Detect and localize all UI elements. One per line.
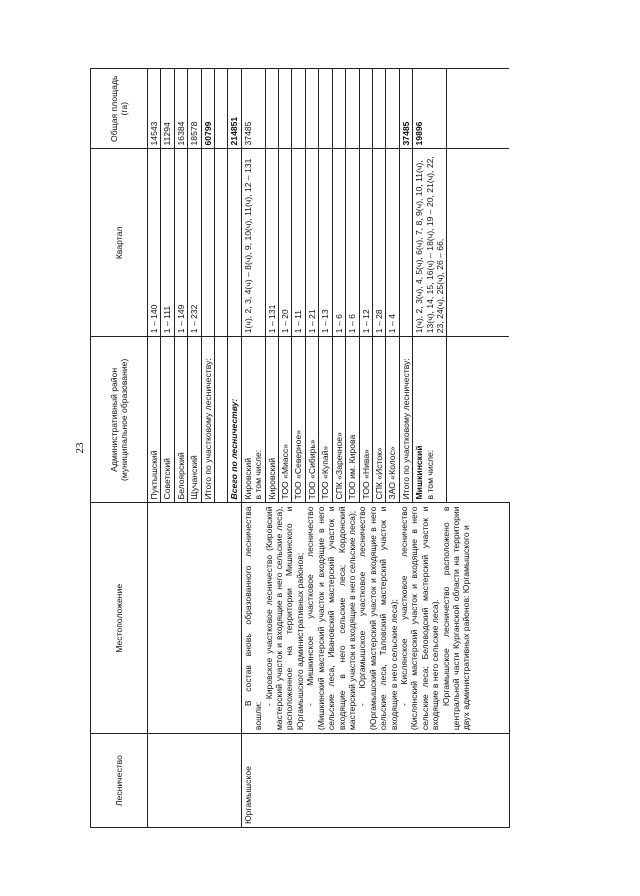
- header-area: Общая площадь (га): [91, 69, 148, 149]
- area-cell: 19896: [413, 69, 447, 149]
- quarter-cell: 1 – 21: [305, 149, 318, 337]
- subtotal-area: 60799: [201, 69, 214, 149]
- spacer-cell: [447, 337, 510, 503]
- district-cell: ЗАО «Колос»: [386, 337, 399, 503]
- district-cell: [413, 337, 447, 503]
- quarter-cell: 1 – 20: [279, 149, 292, 337]
- area-cell: [292, 69, 305, 149]
- area-cell: [332, 69, 345, 149]
- location-description: [241, 503, 509, 734]
- district-cell: ТОО «Сибирь»: [305, 337, 318, 503]
- area-cell: 18578: [188, 69, 201, 149]
- quarter-cell: 1 – 131: [265, 149, 278, 337]
- spacer-cell: [215, 149, 228, 337]
- district-note: в том числе:: [253, 449, 264, 500]
- quarter-cell: [399, 149, 412, 337]
- area-cell: [279, 69, 292, 149]
- area-cell: [346, 69, 359, 149]
- district-cell: ТОО «Купай»: [319, 337, 332, 503]
- subtotal-label: Итого по участковому лесничеству:: [399, 337, 412, 503]
- area-cell: [359, 69, 372, 149]
- quarter-cell: 1 – 13: [319, 149, 332, 337]
- district-cell: Белоярский: [174, 337, 187, 503]
- area-cell: 14543: [148, 69, 161, 149]
- location-cell-empty: [148, 503, 242, 734]
- quarter-cell: 1 – 11: [292, 149, 305, 337]
- quarter-cell: 1 – 232: [188, 149, 201, 337]
- district-cell: ТОО «Северное»: [292, 337, 305, 503]
- spacer-cell: [215, 69, 228, 149]
- area-cell: 16384: [174, 69, 187, 149]
- description-paragraph: Юргамышское лесничество расположено в центральной части Курганской области на территории двух административных районов: Юргамышского и: [440, 506, 472, 731]
- district-cell: ТОО «Миасс»: [279, 337, 292, 503]
- rotated-page: [90, 68, 550, 828]
- area-cell: [386, 69, 399, 149]
- spacer-cell: [215, 337, 228, 503]
- description-paragraph: - Кировское участковое лесничество (Кировский мастерский участок и входящие в него сельские леса), расположенное на территории Мишкинского и Юргамышского административных районов;: [263, 506, 305, 731]
- area-cell: [265, 69, 278, 149]
- quarter-cell: [201, 149, 214, 337]
- subtotal-area: 37485: [399, 69, 412, 149]
- page-number: 23: [74, 442, 86, 454]
- header-location: Местоположение: [91, 503, 148, 734]
- district-name: Кировский: [242, 458, 253, 500]
- header-quarter: Квартал: [91, 149, 148, 337]
- district-cell: ТОО им. Кирова: [346, 337, 359, 503]
- spacer-cell: [447, 69, 510, 149]
- district-name: Мишкинский: [414, 445, 425, 500]
- district-cell: Кировский: [265, 337, 278, 503]
- header-district: Административный район (муниципальное образование): [91, 337, 148, 503]
- area-cell: 11294: [161, 69, 174, 149]
- district-cell: Пуктышский: [148, 337, 161, 503]
- spacer-cell: [447, 149, 510, 337]
- district-cell: [241, 337, 265, 503]
- area-cell: [372, 69, 385, 149]
- quarter-cell: 1 – 28: [372, 149, 385, 337]
- quarter-cell: 1 – 149: [174, 149, 187, 337]
- grand-total-label: Всего по лесничеству:: [228, 337, 241, 503]
- quarter-cell: 1 – 111: [161, 149, 174, 337]
- quarter-cell: 1 – 12: [359, 149, 372, 337]
- table-row: [148, 69, 161, 828]
- quarter-cell: 1(ч), 2, 3(ч), 4, 5(ч), 6(ч), 7, 8, 9(ч), 10, 11(ч), 13(ч), 14, 15, 16(ч) – 18(ч), 19 – 20, 21(ч), 22, 23, 24(ч), 25(ч), 26 – 66,: [413, 149, 447, 337]
- quarter-cell: [228, 149, 241, 337]
- district-cell: Советский: [161, 337, 174, 503]
- subtotal-label: Итого по участковому лесничеству:: [201, 337, 214, 503]
- forestry-name: Юргамышское: [241, 734, 509, 828]
- quarter-cell: 1(ч), 2, 3, 4(ч) – 8(ч), 9, 10(ч), 11(ч), 12 – 131: [241, 149, 265, 337]
- forestry-table: [90, 68, 510, 828]
- header-row: [91, 69, 148, 828]
- quarter-cell: 1 – 6: [346, 149, 359, 337]
- area-cell: [305, 69, 318, 149]
- district-cell: Щучанский: [188, 337, 201, 503]
- description-paragraph: - Юргамышское участковое лесничество (Юргамышский мастерский участок и входящие в него сельские леса, Таловский мастерский участок и входящие в него сельские леса);: [357, 506, 399, 731]
- forestry-cell-empty: [148, 734, 242, 828]
- area-cell: [319, 69, 332, 149]
- area-cell: 37485: [241, 69, 265, 149]
- quarter-cell: 1 – 6: [332, 149, 345, 337]
- description-paragraph: В состав вновь образованного лесничества вошли:: [242, 506, 264, 731]
- grand-total-area: 214851: [228, 69, 241, 149]
- quarter-cell: 1 – 4: [386, 149, 399, 337]
- description-paragraph: - Мишкинское участковое лесничество (Мишкинский мастерский участок и входящие в него сельские леса, Ивановский мастерский участок и входящие в него сельские леса; Кордонский мастерский участок и входящие в него сельские леса);: [305, 506, 357, 731]
- district-note: в том числе:: [424, 449, 435, 500]
- district-cell: СПК «Заречное»: [332, 337, 345, 503]
- district-cell: СПК «Исток»: [372, 337, 385, 503]
- header-forestry: Лесничество: [91, 734, 148, 828]
- description-paragraph: - Кислянское участковое лесничество (Кислянский мастерский участок и входящие в него сельские леса; Беловодский мастерский участок и входящие в него сельские леса).: [398, 506, 441, 731]
- table-row: [241, 69, 265, 828]
- district-cell: ТОО «Нива»: [359, 337, 372, 503]
- quarter-cell: 1 – 140: [148, 149, 161, 337]
